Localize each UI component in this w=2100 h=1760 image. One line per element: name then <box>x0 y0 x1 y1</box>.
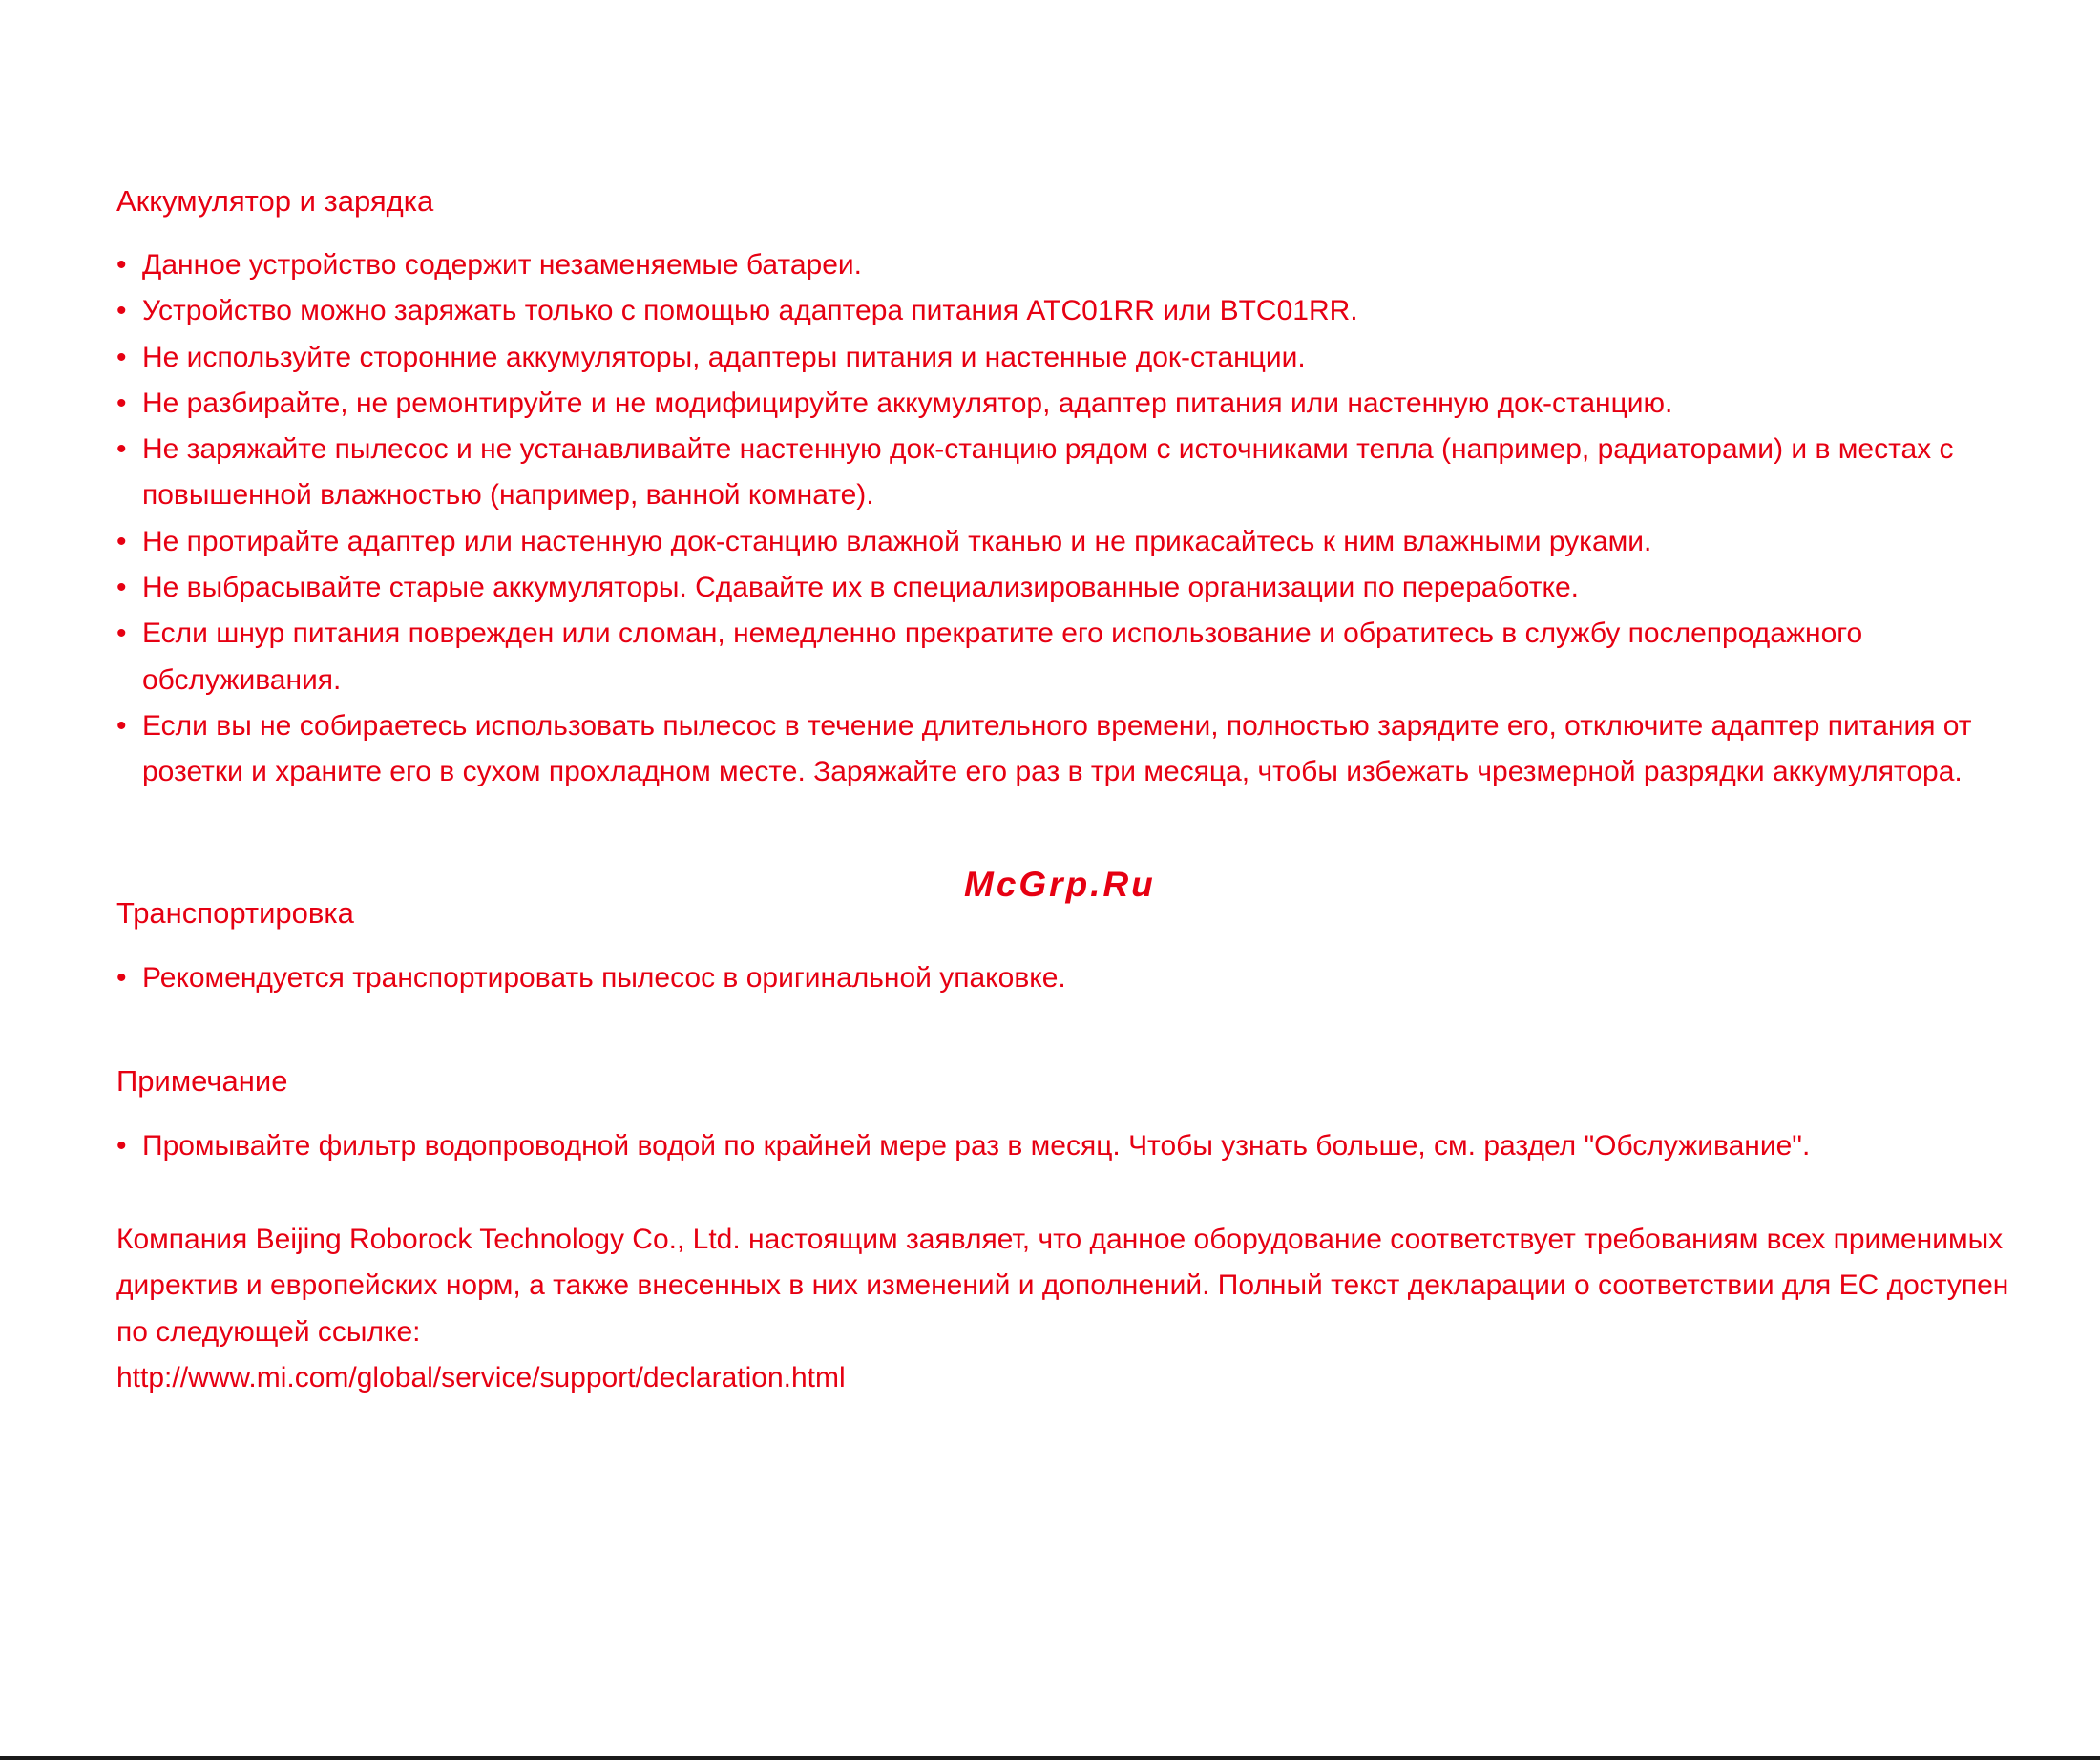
bullet-dot-icon: • <box>116 249 127 281</box>
list-item <box>116 1123 2016 1169</box>
declaration-link[interactable]: http://www.mi.com/global/service/support/declaration.html <box>116 1361 846 1393</box>
list-item-text: Если вы не собираетесь использовать пылесос в течение длительного времени, полностью зарядите его, отключите адаптер питания от розетки и храните его в сухом прохладном месте. Заряжайте его раз в три месяца, чтобы избежать чрезмерной разрядки аккумулятора. <box>142 709 1972 788</box>
list-item-text: Рекомендуется транспортировать пылесос в оригинальной упаковке. <box>142 962 1066 994</box>
list-item-text: Не разбирайте, не ремонтируйте и не модифицируйте аккумулятор, адаптер питания или настенную док-станцию. <box>142 387 1673 419</box>
list-item-text: Не используйте сторонние аккумуляторы, адаптеры питания и настенные док-станции. <box>142 341 1306 373</box>
list-item-text: Не протирайте адаптер или настенную док-станцию влажной тканью и не прикасайтесь к ним влажными руками. <box>142 525 1652 557</box>
declaration-text: Компания Beijing Roborock Technology Co., Ltd. настоящим заявляет, что данное оборудование соответствует требованиям всех применимых директив и европейских норм, а также внесенных в них изменений и дополнений. Полный текст декларации о соответствии для ЕС доступен по следующей ссылке: <box>116 1224 2009 1348</box>
list-item-text: Не заряжайте пылесос и не устанавливайте настенную док-станцию рядом с источниками тепла (например, радиаторами) и в местах с повышенной влажностью (например, ванной комнате). <box>142 433 1954 512</box>
bullet-dot-icon: • <box>116 1130 127 1162</box>
section-title-note: Примечание <box>116 1064 288 1098</box>
bullet-dot-icon: • <box>116 433 127 466</box>
list-item <box>116 565 2016 611</box>
list-item-text: Если шнур питания поврежден или сломан, немедленно прекратите его использование и обратитесь в службу послепродажного обслуживания. <box>142 618 1863 696</box>
list-item-text: Устройство можно заряжать только с помощью адаптера питания ATC01RR или BTC01RR. <box>142 295 1358 327</box>
list-item-text: Промывайте фильтр водопроводной водой по крайней мере раз в месяц. Чтобы узнать больше, см. раздел "Обслуживание". <box>142 1130 1811 1162</box>
list-item <box>116 611 2016 703</box>
transport-list <box>116 955 2016 1001</box>
bullet-dot-icon: • <box>116 387 127 419</box>
bullet-dot-icon: • <box>116 618 127 650</box>
declaration-paragraph <box>116 1217 2016 1401</box>
bottom-border-divider <box>0 1756 2100 1760</box>
note-list <box>116 1123 2016 1169</box>
bullet-dot-icon: • <box>116 572 127 604</box>
battery-list <box>116 242 2016 796</box>
list-item <box>116 288 2016 334</box>
list-item <box>116 242 2016 288</box>
bullet-dot-icon: • <box>116 962 127 994</box>
list-item <box>116 427 2016 519</box>
list-item <box>116 955 2016 1001</box>
list-item <box>116 519 2016 565</box>
list-item-text: Данное устройство содержит незаменяемые батареи. <box>142 249 862 281</box>
watermark-text: McGrp.Ru <box>964 865 1156 904</box>
list-item-text: Не выбрасывайте старые аккумуляторы. Сдавайте их в специализированные организации по переработке. <box>142 572 1579 604</box>
section-title-battery: Аккумулятор и зарядка <box>116 184 434 218</box>
section-title-transport: Транспортировка <box>116 896 354 930</box>
bullet-dot-icon: • <box>116 341 127 373</box>
bullet-dot-icon: • <box>116 295 127 327</box>
list-item <box>116 335 2016 381</box>
list-item <box>116 703 2016 796</box>
list-item <box>116 381 2016 427</box>
bullet-dot-icon: • <box>116 525 127 557</box>
bullet-dot-icon: • <box>116 709 127 742</box>
